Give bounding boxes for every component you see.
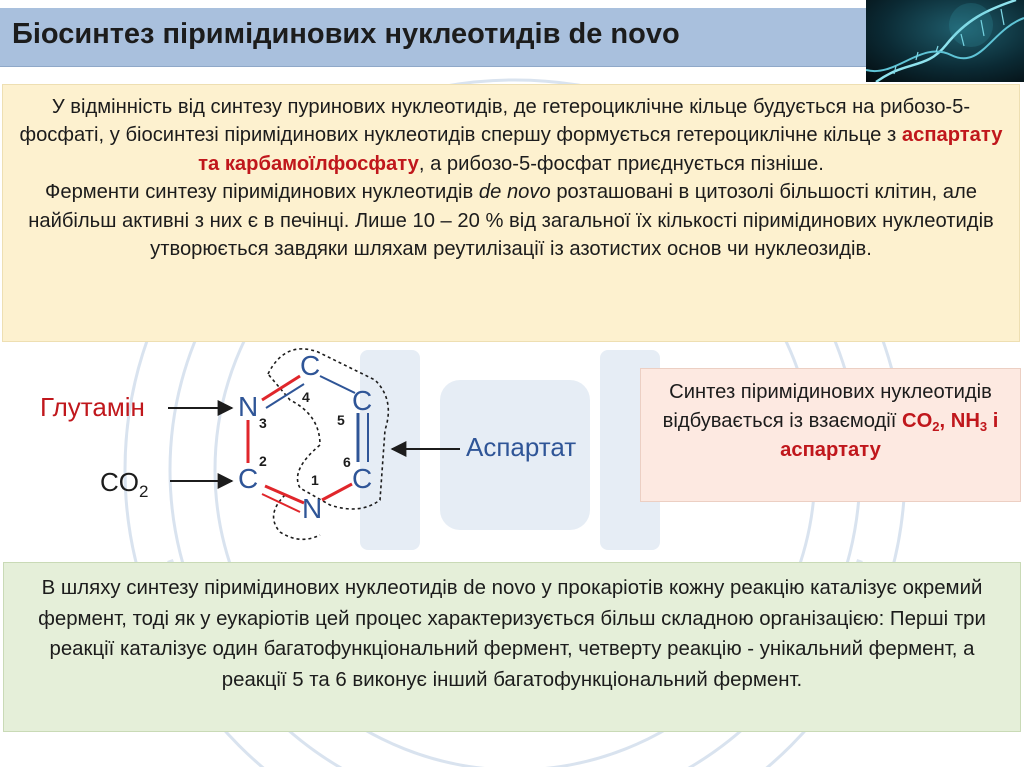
intro-text-box: [2, 84, 1020, 342]
bond-c6-n1: [322, 484, 352, 500]
highlight-aspartate-carbamoyl: аспартату та карбамоїлфосфату: [198, 124, 1003, 175]
co2-highlight: $CO_2$: [902, 410, 940, 434]
position-4: 4: [302, 389, 310, 405]
intro-paragraph-2: Ферменти синтезу піримідинових нуклеотидів de novo розташовані в цитозолі більшості клітин, але найбільш активні з них є в печінці. Лише 10 – 20 % від загальної їх кількості піримідинових нуклеотидів утворюється завдяки шляхам реутилізації із азотистих основ чи нуклеозидів.: [28, 181, 994, 261]
aspartate-label: Аспартат: [466, 432, 577, 462]
position-1: 1: [311, 472, 319, 488]
bond-n3-c4: [262, 376, 300, 400]
atom-n1: N: [302, 493, 323, 524]
pyrimidine-ring-diagram: [0, 340, 640, 560]
position-6: 6: [343, 454, 351, 470]
bond-c4-c5: [320, 376, 355, 393]
co2-label: $CO_2$: [100, 467, 149, 501]
atom-c5: C: [352, 385, 373, 416]
bond-n1-c2-double: [262, 494, 300, 512]
atom-c4: C: [300, 350, 321, 381]
atom-c2: C: [238, 463, 259, 494]
enzyme-organization-box: В шляху синтезу піримідинових нуклеотидів de novo у прокаріотів кожну реакцію каталізує окремий фермент, тоді як у еукаріотів цей процес характеризується більш складною організацією: Перші три реакції каталізує один багатофункціональний фермент, четверту реакцію - унікальний фермент, а реакції 5 та 6 виконує інший багатофункціональний фермент.: [3, 562, 1021, 732]
page-title: Біосинтез піримідинових нуклеотидів de novo: [12, 18, 680, 50]
position-3: 3: [259, 415, 267, 431]
bond-n1-c2: [265, 486, 304, 503]
atom-c6: C: [352, 463, 373, 494]
nh3-highlight: $NH_3$: [950, 410, 988, 434]
glutamine-label: Глутамін: [40, 392, 145, 422]
position-5: 5: [337, 412, 345, 428]
title-bar: [0, 8, 866, 67]
atom-n3: N: [238, 391, 259, 422]
intro-paragraph-1: У відмінність від синтезу пуринових нуклеотидів, де гетероциклічне кільце будується на рибозо-5-фосфаті, у біосинтезі піримідинових нуклеотидів спершу формується гетероциклічне кільце з аспартату та карбамоїлфосфату, а рибозо-5-фосфат приєднується пізніше.: [19, 96, 1003, 175]
position-2: 2: [259, 453, 267, 469]
synthesis-note-box: Синтез піримідинових нуклеотидів відбувається із взаємодії $CO_2$, $NH_3$ і аспартату: [640, 368, 1021, 502]
dna-helix-image: [866, 0, 1024, 82]
